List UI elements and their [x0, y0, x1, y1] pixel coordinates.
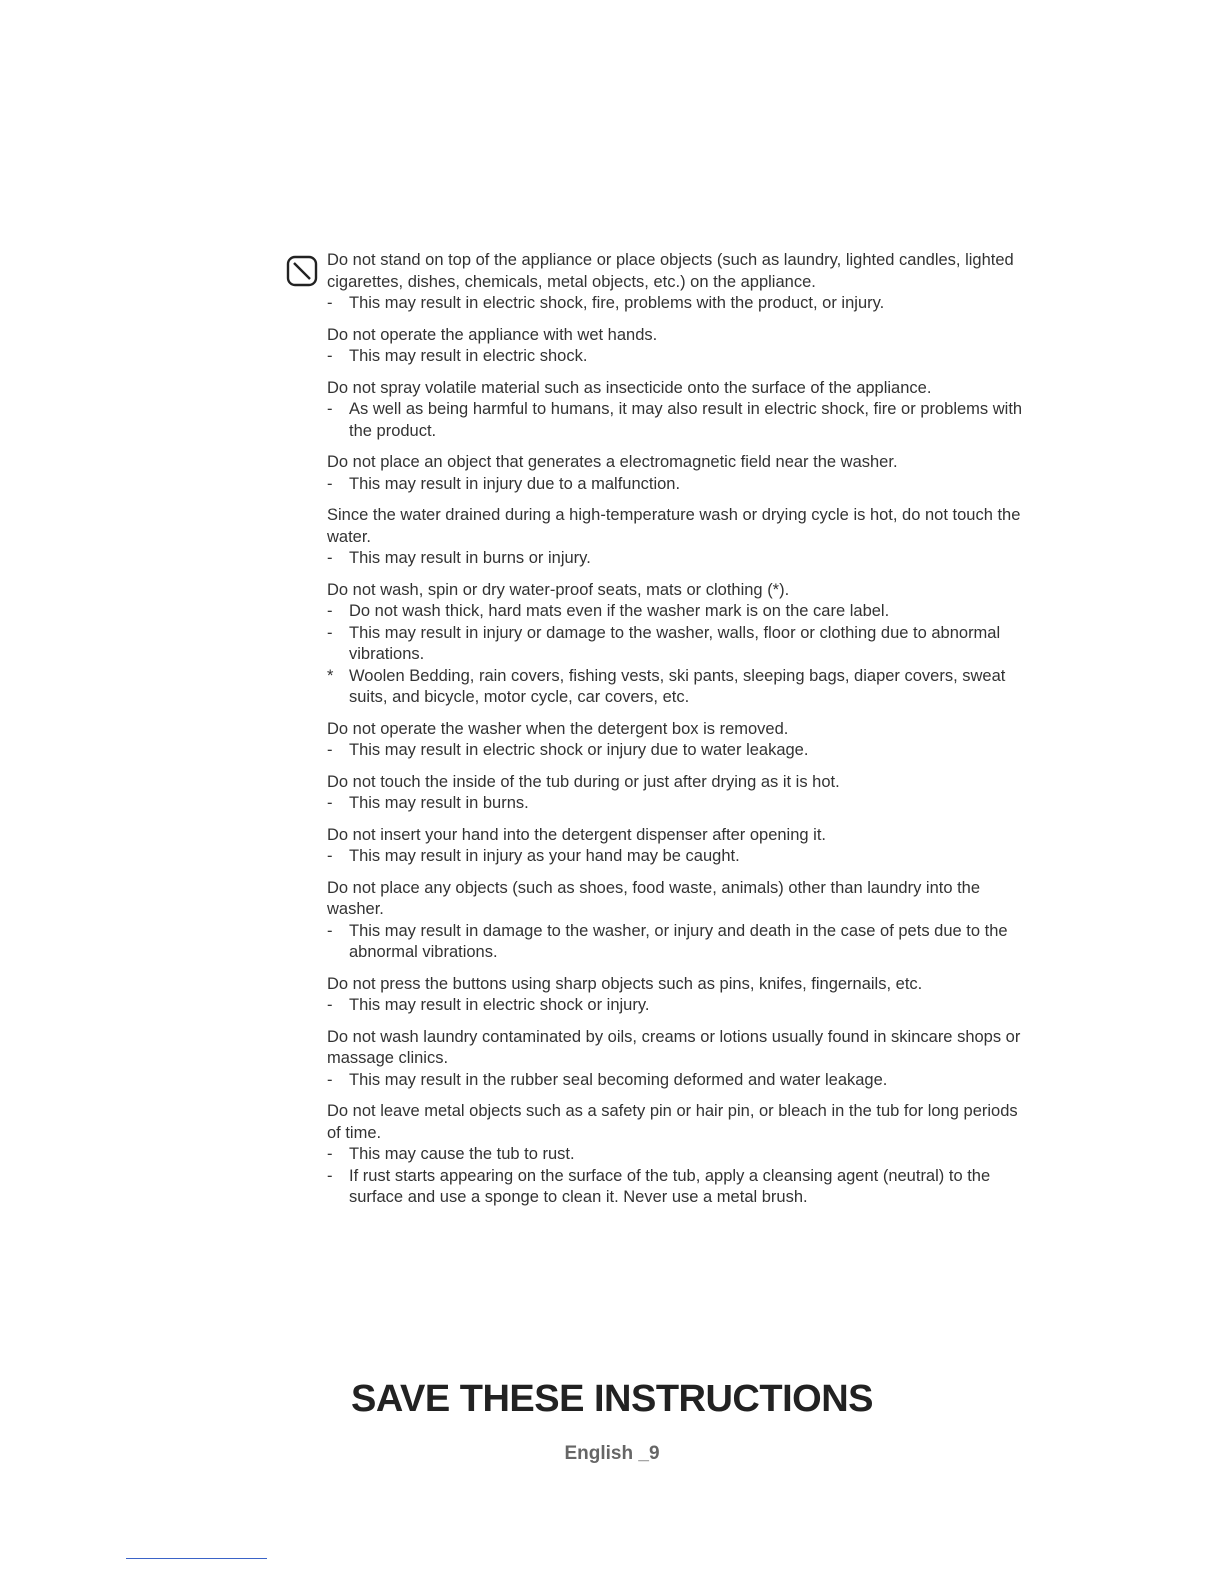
- warning-consequence: [327, 846, 1027, 868]
- bullet-mark: -: [327, 294, 333, 312]
- warning-item: [327, 1101, 1027, 1209]
- consequence-text: This may result in injury due to a malfunction.: [349, 474, 681, 493]
- warning-item: [327, 580, 1027, 709]
- warning-item: [327, 325, 1027, 368]
- warning-item: [327, 505, 1027, 570]
- consequence-text: As well as being harmful to humans, it may also result in electric shock, fire or problems with the product.: [349, 400, 1023, 440]
- bullet-mark: -: [327, 1166, 333, 1185]
- bullet-mark: -: [327, 996, 333, 1014]
- warning-text: Do not operate the washer when the detergent box is removed.: [327, 719, 789, 738]
- warning-item: [327, 378, 1027, 443]
- warning-consequence: [327, 921, 1027, 964]
- warning-text: Do not press the buttons using sharp objects such as pins, knifes, fingernails, etc.: [327, 974, 923, 993]
- warning-text: Do not spray volatile material such as insecticide onto the surface of the appliance.: [327, 378, 932, 397]
- bullet-mark: *: [327, 666, 334, 685]
- consequence-text: This may result in damage to the washer, or injury and death in the case of pets due to the abnormal vibrations.: [349, 921, 1008, 961]
- warning-consequence: [327, 293, 1027, 315]
- bullet-mark: -: [327, 921, 333, 940]
- prohibition-icon: [286, 255, 318, 287]
- warning-item: [327, 452, 1027, 495]
- warning-consequence: [327, 666, 1027, 709]
- warning-text: Do not wash, spin or dry water-proof seats, mats or clothing (*).: [327, 580, 790, 599]
- consequence-text: If rust starts appearing on the surface of the tub, apply a cleansing agent (neutral) to the surface and use a sponge to clean it. Never use a metal brush.: [349, 1166, 991, 1206]
- warning-consequence: [327, 623, 1027, 666]
- warning-item: [327, 719, 1027, 762]
- bullet-mark: -: [327, 623, 333, 642]
- warning-consequence: [327, 399, 1027, 442]
- warning-item: [327, 974, 1027, 1017]
- warning-text: Do not wash laundry contaminated by oils, creams or lotions usually found in skincare shops or massage clinics.: [327, 1027, 1021, 1067]
- bullet-mark: -: [327, 347, 333, 365]
- warning-text: Do not place any objects (such as shoes, food waste, animals) other than laundry into the washer.: [327, 878, 981, 918]
- consequence-text: This may result in burns or injury.: [349, 549, 591, 567]
- bullet-mark: -: [327, 602, 333, 620]
- bullet-mark: -: [327, 400, 333, 418]
- consequence-text: This may result in burns.: [349, 794, 529, 812]
- warning-consequence: [327, 601, 1027, 623]
- warning-consequence: [327, 1166, 1027, 1209]
- bullet-mark: -: [327, 549, 333, 567]
- bullet-mark: -: [327, 847, 333, 865]
- warning-consequence: [327, 995, 1027, 1017]
- warning-item: [327, 825, 1027, 868]
- warning-consequence: [327, 474, 1027, 496]
- consequence-text: This may cause the tub to rust.: [349, 1145, 575, 1163]
- warning-text: Do not stand on top of the appliance or place objects (such as laundry, lighted candles, lighted cigarettes, dishes, chemicals, metal objects, etc.) on the appliance.: [327, 251, 1014, 291]
- warning-text: Do not touch the inside of the tub during or just after drying as it is hot.: [327, 772, 840, 791]
- consequence-text: This may result in injury as your hand may be caught.: [349, 847, 740, 865]
- warning-consequence: [327, 740, 1027, 762]
- warning-text: Do not leave metal objects such as a safety pin or hair pin, or bleach in the tub for long periods of time.: [327, 1102, 1018, 1142]
- consequence-text: This may result in electric shock.: [349, 347, 588, 365]
- bullet-mark: -: [327, 1070, 333, 1089]
- warning-text: Do not operate the appliance with wet hands.: [327, 325, 658, 344]
- warning-text: Do not place an object that generates a electromagnetic field near the washer.: [327, 453, 898, 471]
- warning-text: Since the water drained during a high-temperature wash or drying cycle is hot, do not touch the water.: [327, 506, 1021, 546]
- divider-line: [126, 1558, 267, 1559]
- warning-consequence: [327, 793, 1027, 815]
- consequence-text: Woolen Bedding, rain covers, fishing vests, ski pants, sleeping bags, diaper covers, sweat suits, and bicycle, motor cycle, car covers, etc.: [349, 666, 1006, 706]
- page-footer: English _9: [564, 1443, 660, 1464]
- consequence-text: This may result in electric shock or injury due to water leakage.: [349, 741, 809, 759]
- warning-item: [327, 250, 1027, 315]
- warning-item: [327, 1027, 1027, 1092]
- bullet-mark: -: [327, 741, 333, 759]
- warning-consequence: [327, 1070, 1027, 1092]
- warning-consequence: [327, 1144, 1027, 1166]
- warning-list: [327, 250, 1027, 1219]
- consequence-text: This may result in the rubber seal becoming deformed and water leakage.: [349, 1070, 888, 1089]
- consequence-text: This may result in electric shock or injury.: [349, 996, 650, 1014]
- warning-item: [327, 878, 1027, 964]
- warning-item: [327, 772, 1027, 815]
- warning-consequence: [327, 548, 1027, 570]
- consequence-text: This may result in electric shock, fire, problems with the product, or injury.: [349, 294, 885, 312]
- bullet-mark: -: [327, 1145, 333, 1163]
- consequence-text: Do not wash thick, hard mats even if the washer mark is on the care label.: [349, 602, 890, 620]
- page-title: SAVE THESE INSTRUCTIONS: [351, 1378, 873, 1420]
- consequence-text: This may result in injury or damage to the washer, walls, floor or clothing due to abnormal vibrations.: [349, 623, 1001, 663]
- warning-consequence: [327, 346, 1027, 368]
- warning-text: Do not insert your hand into the detergent dispenser after opening it.: [327, 825, 826, 844]
- bullet-mark: -: [327, 794, 333, 812]
- bullet-mark: -: [327, 474, 333, 493]
